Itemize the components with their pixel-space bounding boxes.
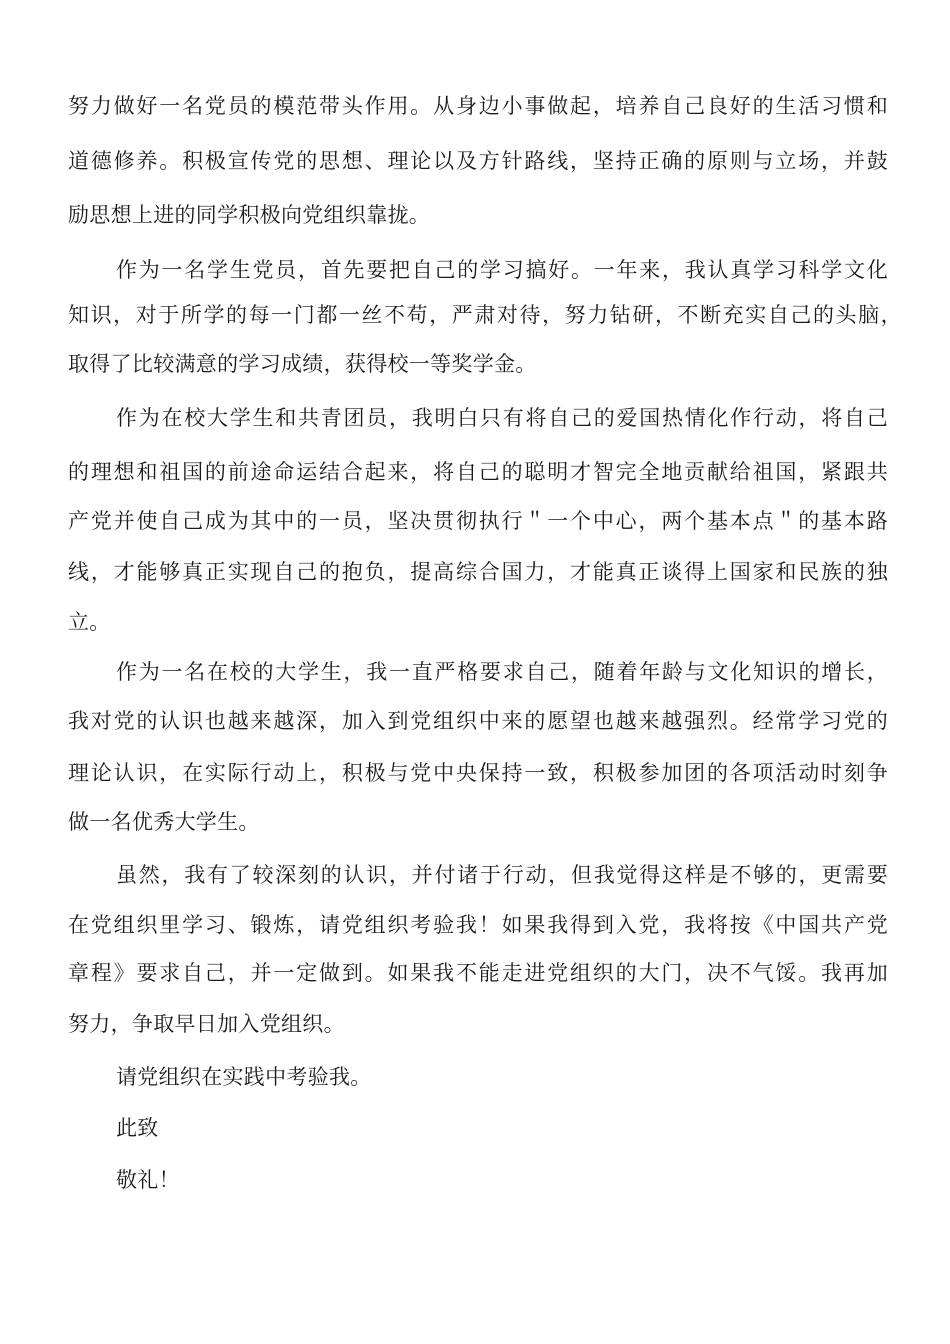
text-line: 线，才能够真正实现自己的抱负，提高综合国力，才能真正谈得上国家和民族的独 <box>68 560 888 584</box>
text-line: 作为一名在校的大学生，我一直严格要求自己，随着年龄与文化知识的增长， <box>116 660 888 684</box>
text-line: 道德修养。积极宣传党的思想、理论以及方针路线，坚持正确的原则与立场，并鼓 <box>68 149 888 173</box>
text-line: 立。 <box>68 610 111 634</box>
text-line: 知识，对于所学的每一门都一丝不苟，严肃对待，努力钻研，不断充实自己的头脑， <box>68 303 902 327</box>
text-line: 的理想和祖国的前途命运结合起来，将自己的聪明才智完全地贡献给祖国，紧跟共 <box>68 460 888 484</box>
text-line: 理论认识，在实际行动上，积极与党中央保持一致，积极参加团的各项活动时刻争 <box>68 761 888 785</box>
text-line: 努力做好一名党员的模范带头作用。从身边小事做起，培养自己良好的生活习惯和 <box>68 94 888 118</box>
text-line: 作为在校大学生和共青团员，我明白只有将自己的爱国热情化作行动，将自己 <box>116 406 888 430</box>
text-line: 虽然，我有了较深刻的认识，并付诸于行动，但我觉得这样是不够的，更需要 <box>116 863 888 887</box>
text-line: 作为一名学生党员，首先要把自己的学习搞好。一年来，我认真学习科学文化 <box>116 258 888 282</box>
salutation-line: 此致 <box>116 1116 159 1140</box>
text-line: 励思想上进的同学积极向党组织靠拢。 <box>68 203 431 227</box>
text-line: 产党并使自己成为其中的一员，坚决贯彻执行＂一个中心，两个基本点＂的基本路 <box>68 509 888 533</box>
text-line: 做一名优秀大学生。 <box>68 810 260 834</box>
salutation-line: 敬礼！ <box>116 1168 180 1192</box>
text-line: 努力，争取早日加入党组织。 <box>68 1012 345 1036</box>
text-line: 章程》要求自己，并一定做到。如果我不能走进党组织的大门，决不气馁。我再加 <box>68 961 888 985</box>
text-line: 我对党的认识也越来越深，加入到党组织中来的愿望也越来越强烈。经常学习党的 <box>68 709 888 733</box>
text-line: 在党组织里学习、锻炼，请党组织考验我！如果我得到入党，我将按《中国共产党 <box>68 913 888 937</box>
closing-line: 请党组织在实践中考验我。 <box>116 1065 372 1089</box>
text-line: 取得了比较满意的学习成绩，获得校一等奖学金。 <box>68 352 537 376</box>
